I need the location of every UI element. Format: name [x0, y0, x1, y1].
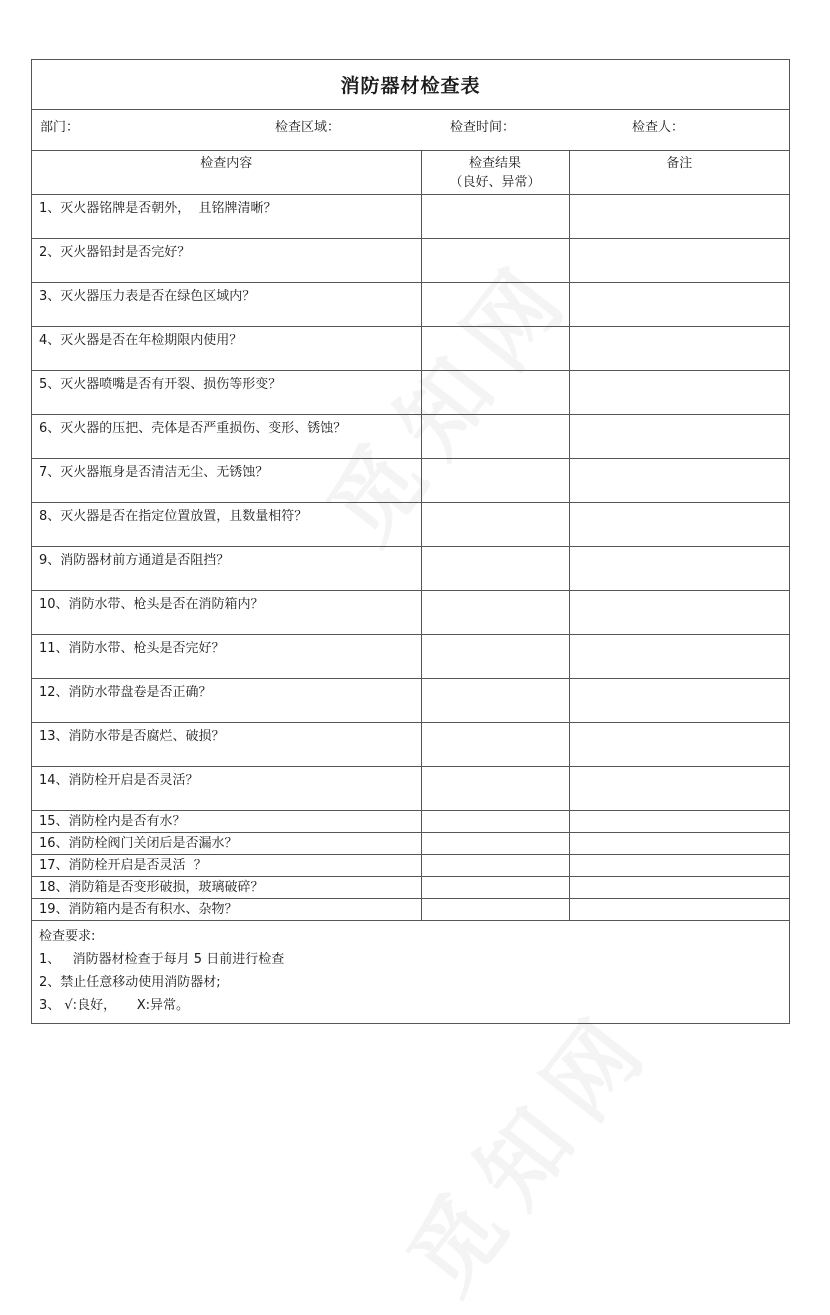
result-cell[interactable] — [421, 591, 569, 635]
remark-cell[interactable] — [569, 899, 789, 921]
requirements — [32, 921, 789, 1023]
result-cell[interactable] — [421, 459, 569, 503]
table-row — [32, 415, 789, 459]
item-text: 5、灭火器喷嘴是否有开裂、损伤等形变？ — [39, 377, 282, 392]
header-content: 检查内容 — [32, 151, 421, 195]
result-cell[interactable] — [421, 547, 569, 591]
item-text: 6、灭火器的压把、壳体是否严重损伤、变形、锈蚀？ — [39, 421, 347, 436]
result-cell[interactable] — [421, 371, 569, 415]
item-text: 1、灭火器铭牌是否朝外， 且铭牌清晰？ — [39, 201, 277, 216]
requirement-1: 1、 消防器材检查于每月 5 日前进行检查 — [39, 952, 285, 967]
item-text: 4、灭火器是否在年检期限内使用？ — [39, 333, 243, 348]
department-label: 部门： — [40, 120, 80, 135]
watermark — [372, 975, 678, 1315]
inspection-form — [31, 59, 790, 1024]
remark-cell[interactable] — [569, 547, 789, 591]
remark-cell[interactable] — [569, 877, 789, 899]
remark-cell[interactable] — [569, 811, 789, 833]
table-row — [32, 811, 789, 833]
requirement-2: 2、禁止任意移动使用消防器材; — [39, 975, 221, 990]
table-row — [32, 833, 789, 855]
requirements-heading: 检查要求: — [39, 929, 96, 944]
inspector-label: 检查人： — [632, 120, 685, 135]
item-text: 14、消防栓开启是否灵活？ — [39, 773, 199, 788]
remark-cell[interactable] — [569, 723, 789, 767]
table-row — [32, 503, 789, 547]
result-cell[interactable] — [421, 327, 569, 371]
table-row — [32, 877, 789, 899]
item-text: 7、灭火器瓶身是否清洁无尘、无锈蚀？ — [39, 465, 269, 480]
item-text: 18、消防箱是否变形破损，玻璃破碎？ — [39, 880, 264, 895]
result-cell[interactable] — [421, 833, 569, 855]
result-cell[interactable] — [421, 877, 569, 899]
time-label: 检查时间： — [450, 120, 516, 135]
result-cell[interactable] — [421, 415, 569, 459]
remark-cell[interactable] — [569, 503, 789, 547]
table-row — [32, 767, 789, 811]
item-text: 16、消防栓阀门关闭后是否漏水？ — [39, 836, 238, 851]
item-text: 2、灭火器铅封是否完好？ — [39, 245, 191, 260]
table-row — [32, 547, 789, 591]
form-title: 消防器材检查表 — [32, 60, 789, 110]
result-cell[interactable] — [421, 767, 569, 811]
area-label: 检查区域： — [275, 120, 341, 135]
table-row — [32, 195, 789, 239]
table-row — [32, 679, 789, 723]
remark-cell[interactable] — [569, 855, 789, 877]
result-cell[interactable] — [421, 239, 569, 283]
table-row — [32, 371, 789, 415]
item-text: 9、消防器材前方通道是否阻挡？ — [39, 553, 230, 568]
remark-cell[interactable] — [569, 327, 789, 371]
remark-cell[interactable] — [569, 459, 789, 503]
result-cell[interactable] — [421, 723, 569, 767]
result-cell[interactable] — [421, 503, 569, 547]
result-cell[interactable] — [421, 811, 569, 833]
result-cell[interactable] — [421, 855, 569, 877]
checklist-table — [32, 151, 789, 921]
table-row — [32, 283, 789, 327]
remark-cell[interactable] — [569, 239, 789, 283]
table-row — [32, 239, 789, 283]
item-text: 12、消防水带盘卷是否正确？ — [39, 685, 212, 700]
item-text: 11、消防水带、枪头是否完好？ — [39, 641, 225, 656]
info-row — [32, 110, 789, 151]
header-remark: 备注 — [569, 151, 789, 195]
remark-cell[interactable] — [569, 195, 789, 239]
result-cell[interactable] — [421, 679, 569, 723]
item-text: 8、灭火器是否在指定位置放置，且数量相符？ — [39, 509, 308, 524]
item-text: 17、消防栓开启是否灵活 ？ — [39, 858, 207, 873]
remark-cell[interactable] — [569, 415, 789, 459]
remark-cell[interactable] — [569, 635, 789, 679]
requirement-3: 3、 √:良好， X:异常。 — [39, 998, 190, 1013]
result-cell[interactable] — [421, 899, 569, 921]
table-header — [32, 151, 789, 195]
table-row — [32, 723, 789, 767]
remark-cell[interactable] — [569, 679, 789, 723]
table-row — [32, 459, 789, 503]
result-cell[interactable] — [421, 195, 569, 239]
item-text: 13、消防水带是否腐烂、破损？ — [39, 729, 225, 744]
remark-cell[interactable] — [569, 767, 789, 811]
result-cell[interactable] — [421, 283, 569, 327]
table-row — [32, 327, 789, 371]
item-text: 15、消防栓内是否有水？ — [39, 814, 186, 829]
remark-cell[interactable] — [569, 591, 789, 635]
header-result: 检查结果 （良好、异常） — [421, 151, 569, 195]
result-cell[interactable] — [421, 635, 569, 679]
remark-cell[interactable] — [569, 283, 789, 327]
table-row — [32, 899, 789, 921]
item-text: 10、消防水带、枪头是否在消防箱内？ — [39, 597, 264, 612]
remark-cell[interactable] — [569, 833, 789, 855]
table-row — [32, 635, 789, 679]
remark-cell[interactable] — [569, 371, 789, 415]
table-row — [32, 591, 789, 635]
item-text: 19、消防箱内是否有积水、杂物？ — [39, 902, 238, 917]
item-text: 3、灭火器压力表是否在绿色区域内？ — [39, 289, 256, 304]
table-row — [32, 855, 789, 877]
